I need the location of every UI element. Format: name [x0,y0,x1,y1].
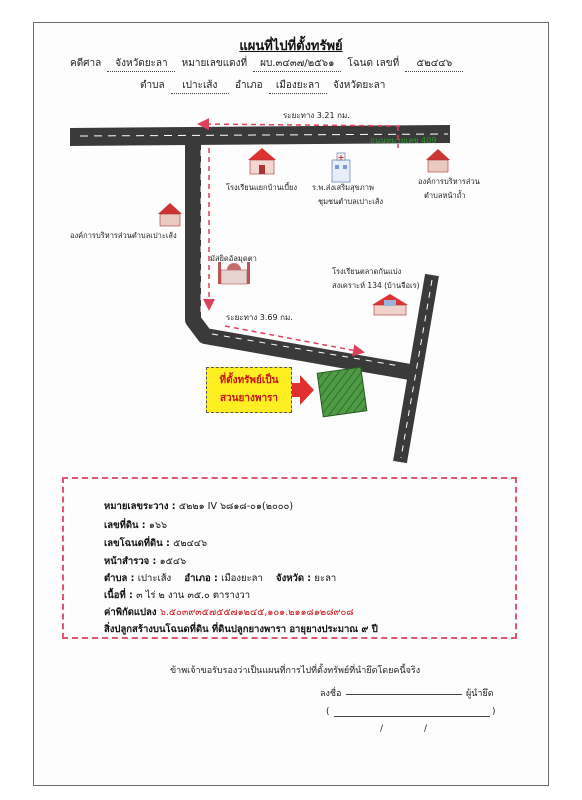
hospital-label-2: ชุมชนตำบลเปาะเส้ง [318,197,384,206]
school-icon [248,148,276,174]
tao-office-icon-left [158,203,182,226]
mosque-icon [218,262,250,284]
school-icon-2 [372,294,408,315]
distance-mid-label: ระยะทาง 3.69 กม. [226,313,293,322]
hospital-label-1: ร.พ.ส่งเสริมสุขภาพ [312,183,374,192]
role-label: ผู้นำยึด [466,689,494,699]
area-label: เนื้อที่ : [104,590,133,601]
distance-top-label: ระยะทาง 3.21 กม. [283,111,350,120]
location-row [104,571,336,586]
survey-value: ๑๕๔๖ [159,556,187,567]
case-label: หมายเลขแดงที่ [181,58,248,69]
tao-right-label-2: ตำบลหน้าถ้ำ [424,191,466,200]
buildings-row [104,622,378,637]
callout-line-2: สวนยางพารา [219,393,279,404]
parcel-icon [317,367,367,417]
tao-right-label-1: องค์การบริหารส่วน [418,177,480,186]
deed-label: โฉนด เลขที่ [347,58,400,69]
coord-label: ค่าพิกัดแปลง [104,607,157,618]
coord-row [104,605,354,620]
court-label: คดีศาล [70,58,102,69]
area-row [104,588,250,603]
case-value: ผบ.๓๔๓๗/๒๕๖๑ [253,56,341,72]
area-value: ๓ ไร่ ๒ งาน ๓๕.๐ ตารางวา [136,590,251,601]
signature-line [346,694,462,695]
map-sheet-row [104,499,293,514]
tambon-value: เปาะเส้ง [171,78,229,94]
property-callout [206,367,292,413]
page-title: แผนที่ไปที่ตั้งทรัพย์ [239,39,343,54]
deed-no-value: ๕๒๔๔๖ [173,538,208,549]
mosque-label: มัสยิดอัลมุดตา [210,254,257,263]
survey-row [104,554,186,569]
property-info-box [62,477,517,639]
info-amphoe-label: อำเภอ : [184,573,218,584]
survey-label: หน้าสำรวจ : [104,556,157,567]
declaration-text: ข้าพเจ้าขอรับรองว่าเป็นแผนที่การไปที่ตั้งทรัพย์ที่นำยึดโดยคนี้จริง [170,666,421,676]
info-province-label: จังหวัด : [276,573,312,584]
court-value: จังหวัดยะลา [107,56,175,72]
parcel-no-row [104,518,167,533]
road-name-label: ถนนหมายเลข 409 [370,136,437,145]
paren-open: ( [326,707,330,717]
callout-line-1: ที่ตั้งทรัพย์เป็น [219,375,279,386]
deed-value: ๕๒๔๔๖ [405,56,463,72]
map-sheet-value: ๕๒๒๑ IV ๖๘๑๘-๐๑(๒๐๐๐) [178,501,294,512]
amphoe-value: เมืองยะลา [269,78,327,94]
pointer-arrow-icon [292,375,314,405]
amphoe-label: อำเภอ [234,80,263,91]
tao-office-icon-right [426,149,450,172]
tambon-label: ตำบล [140,80,165,91]
route-arrow-top [200,124,400,126]
school-talat-label-1: โรงเรียนตลาดกันแบ่ง [332,267,402,276]
buildings-value: ที่ดินปลูกยางพารา อายุยางประมาณ ๙ ปี [211,624,378,635]
name-line [334,716,490,717]
school-baek-label: โรงเรียนแยกบ้านเบี้ยง [226,183,298,192]
date-slash-1: / [380,724,384,734]
info-tambon-label: ตำบล : [104,573,135,584]
parcel-no-value: ๑๖๖ [148,520,168,531]
hospital-icon [332,153,350,182]
school-talat-label-2: สงเคราะห์ 134 (บ้านจือเร) [332,281,420,290]
province-label: จังหวัดยะลา [332,80,386,91]
coord-value: ๖.๕๐๓๙๓๕๗๕๕๗๑๒๔๕,๑๐๑.๒๑๑๘๑๒๘๙๐๘ [159,607,354,618]
info-tambon-value: เปาะเส้ง [137,573,172,584]
deed-no-row [104,536,207,551]
info-province-value: ยะลา [314,573,337,584]
tao-left-label: องค์การบริหารส่วนตำบลเปาะเส้ง [70,231,177,240]
sign-label: ลงชื่อ [320,689,342,699]
paren-close: ) [492,707,496,717]
date-slash-2: / [424,724,428,734]
buildings-label: สิ่งปลูกสร้างบนโฉนดที่ดิน [104,624,209,635]
deed-no-label: เลขโฉนดที่ดิน : [104,538,170,549]
info-amphoe-value: เมืองยะลา [221,573,263,584]
map-sheet-label: หมายเลขระวาง : [104,501,176,512]
parcel-no-label: เลขที่ดิน : [104,520,146,531]
